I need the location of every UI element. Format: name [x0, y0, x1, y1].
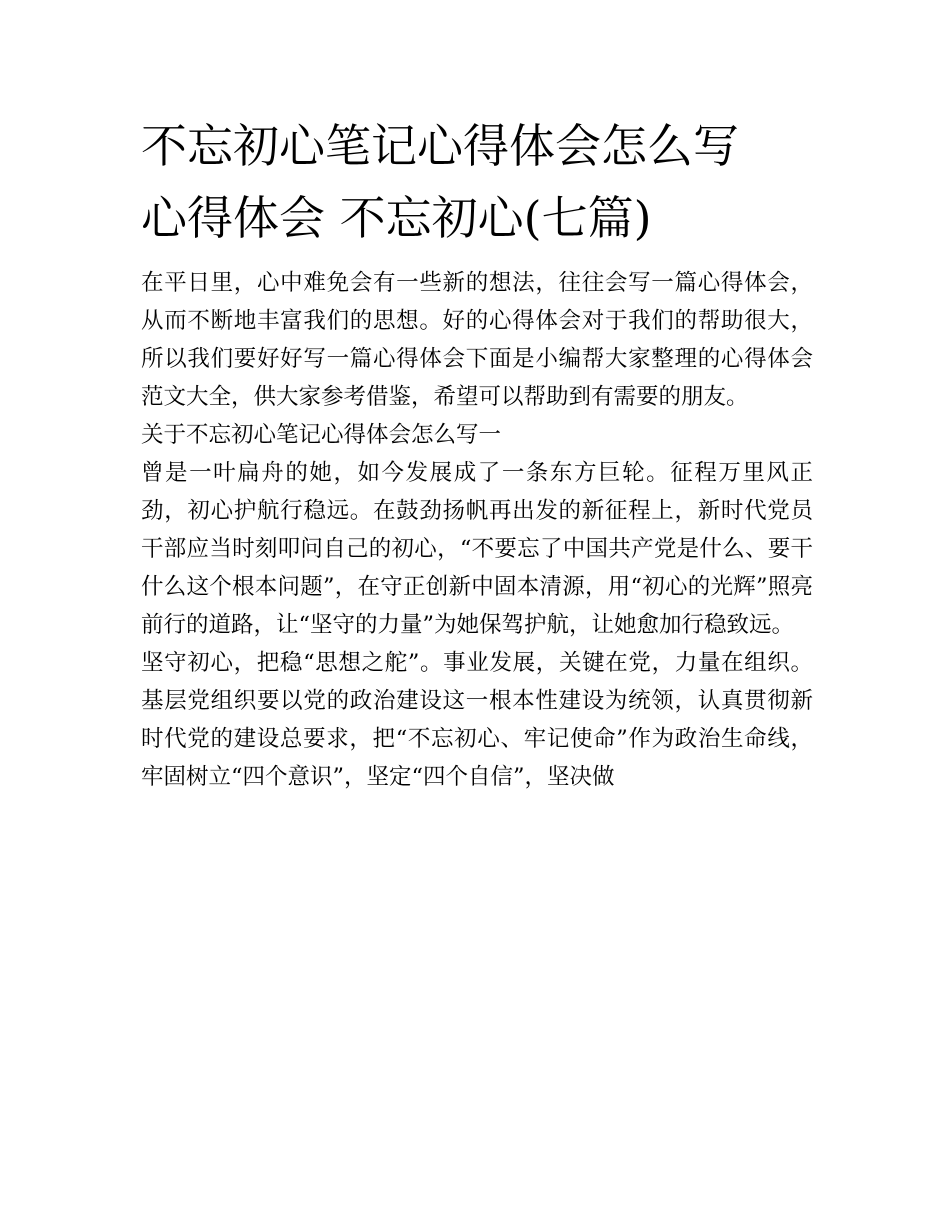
intro-paragraph: 在平日里，心中难免会有一些新的想法，往往会写一篇心得体会，从而不断地丰富我们的思想。好的心得体会对于我们的帮助很大，所以我们要好好写一篇心得体会下面是小编帮大家整理的心得体会范文大全，供大家参考借鉴，希望可以帮助到有需要的朋友。 [141, 270, 813, 410]
title-line-1: 不忘初心笔记心得体会怎么写 [141, 119, 739, 173]
document-content [141, 110, 813, 796]
section-heading: 关于不忘初心笔记心得体会怎么写一 [141, 422, 502, 448]
body-paragraph-2: 坚守初心，把稳“思想之舵”。事业发展，关键在党，力量在组织。基层党组织要以党的政治建设这一根本性建设为统领，认真贯彻新时代党的建设总要求，把“不忘初心、牢记使命”作为政治生命线，牢固树立“四个意识”，坚定“四个自信”，坚决做 [141, 650, 813, 790]
body-paragraph-1: 曾是一叶扁舟的她，如今发展成了一条东方巨轮。征程万里风正劲，初心护航行稳远。在鼓劲扬帆再出发的新征程上，新时代党员干部应当时刻叩问自己的初心，“不要忘了中国共产党是什么、要干什么这个根本问题”，在守正创新中固本清源，用“初心的光辉”照亮前行的道路，让“坚守的力量”为她保驾护航，让她愈加行稳致远。 [141, 460, 813, 638]
document-title [141, 110, 813, 254]
title-line-2: 心得体会 不忘初心(七篇) [141, 191, 652, 245]
